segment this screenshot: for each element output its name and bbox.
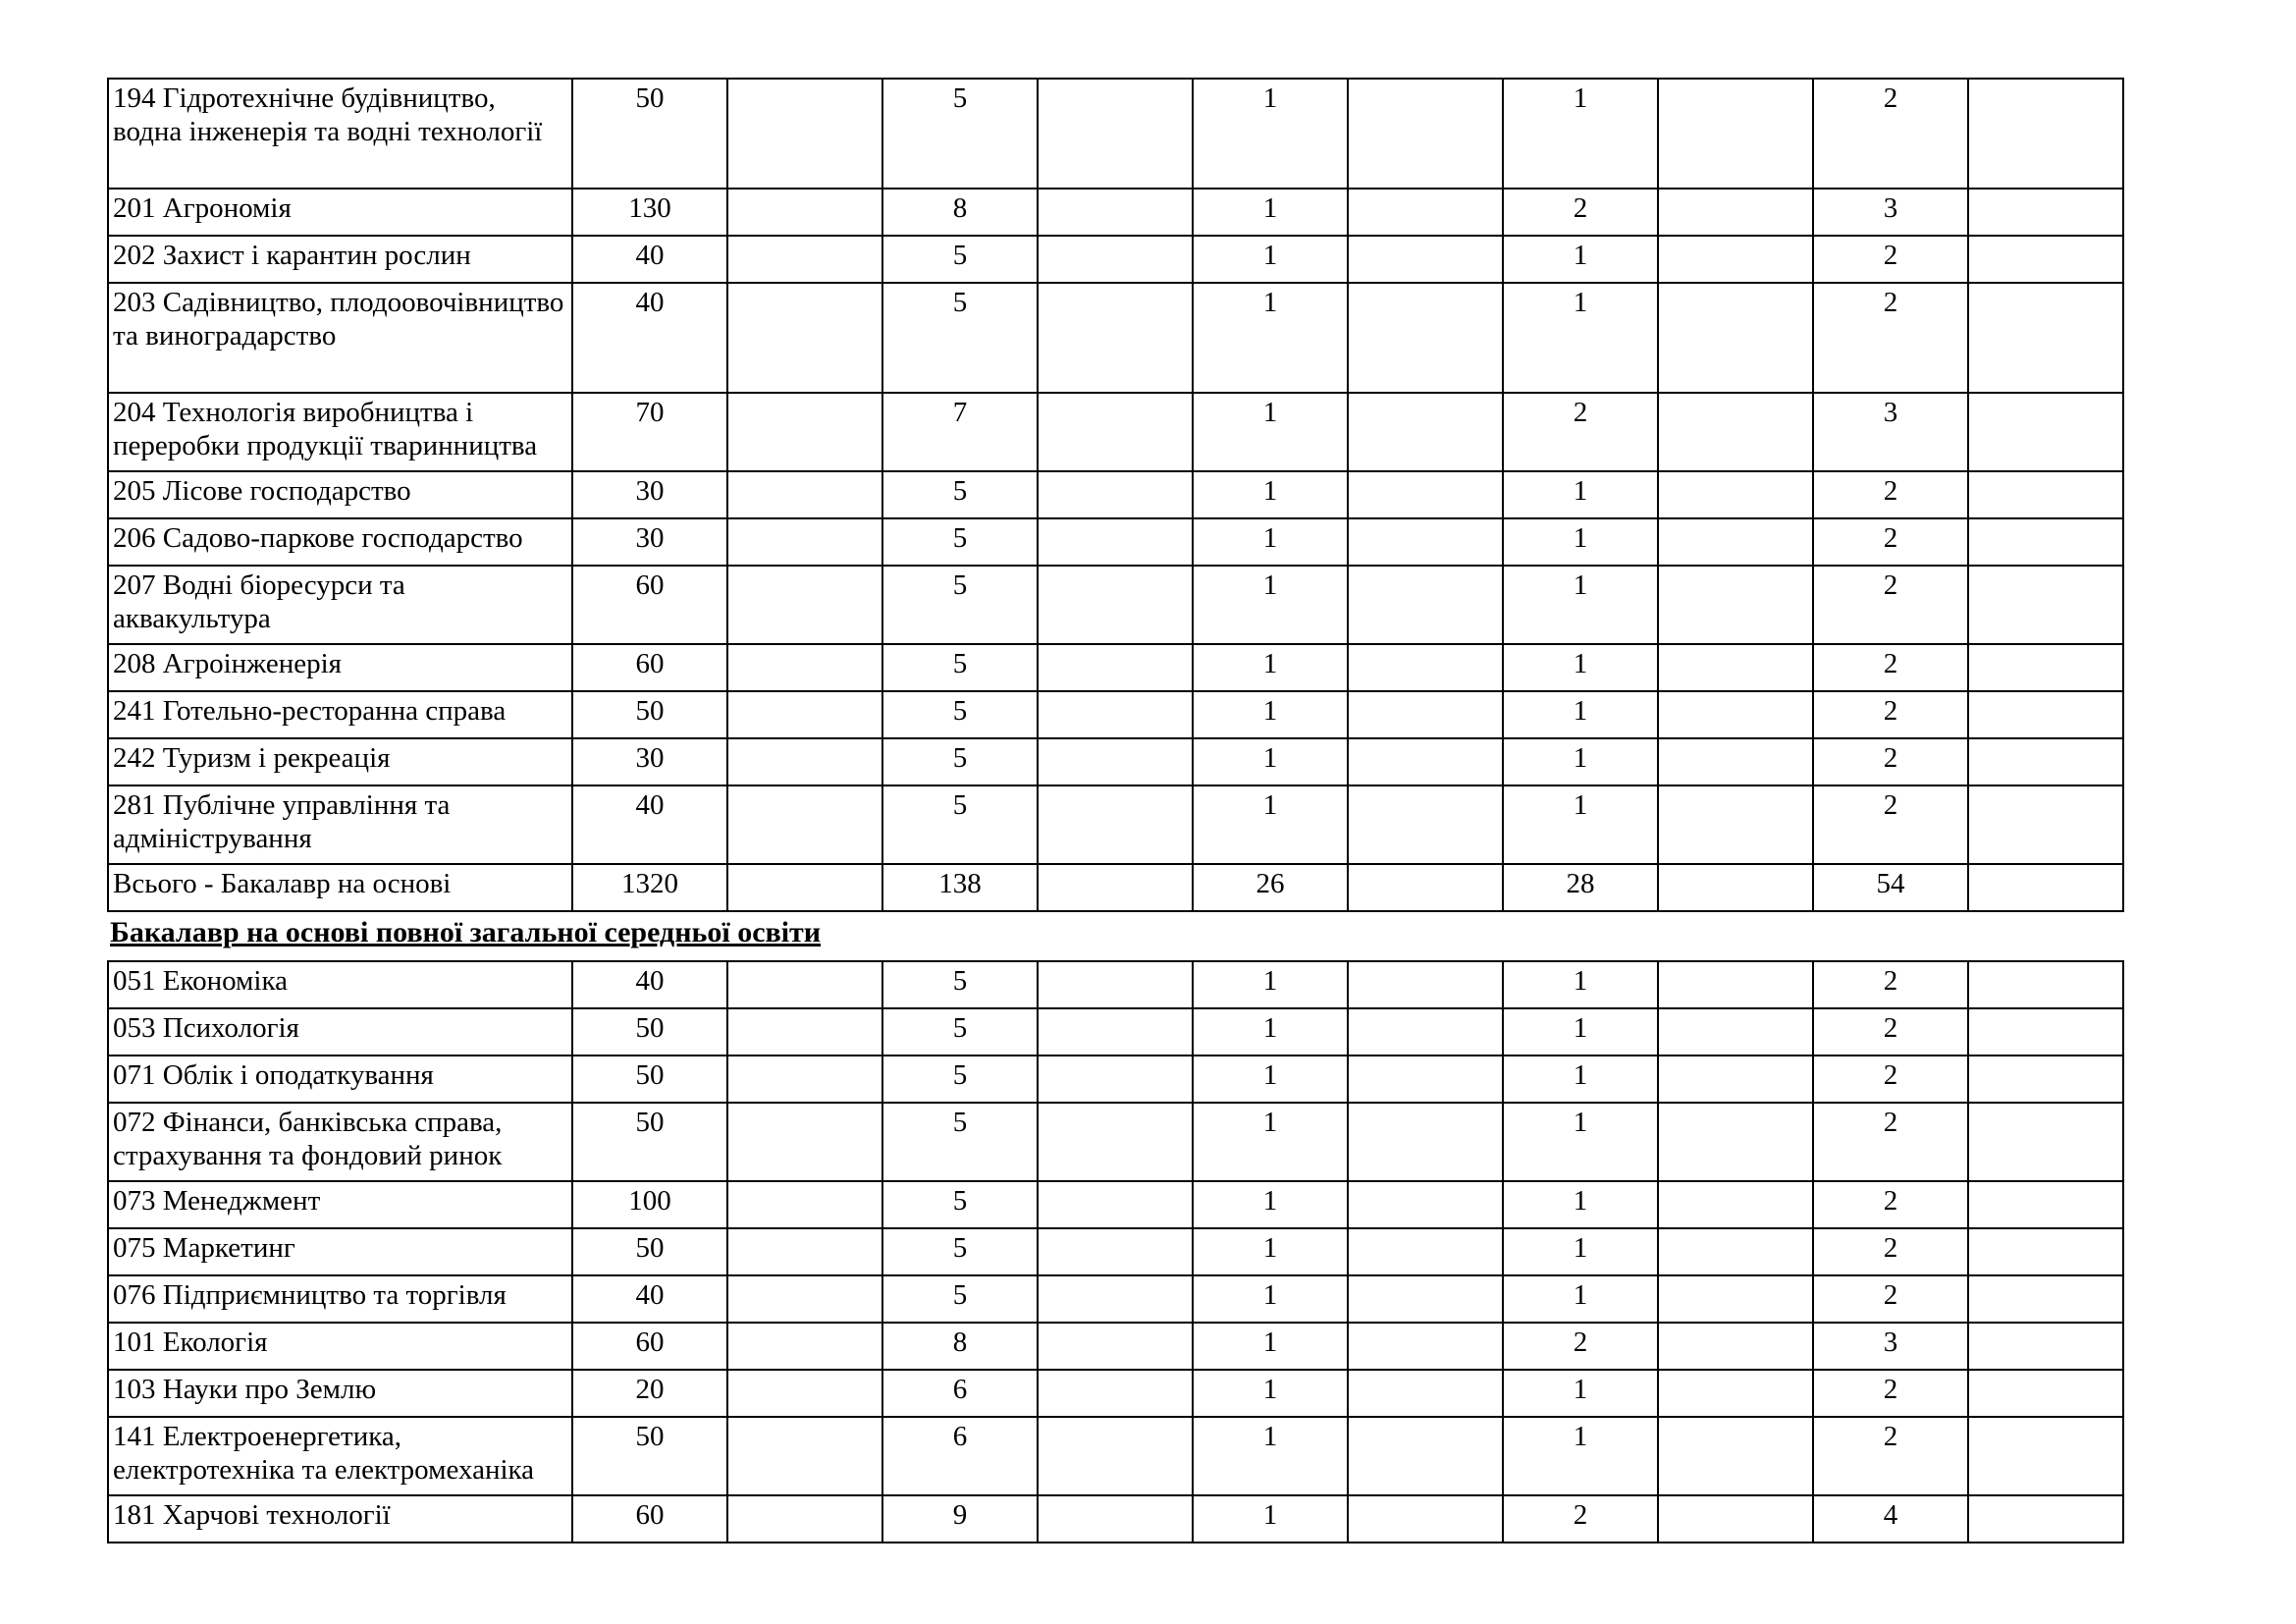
- empty-cell: [727, 1056, 882, 1103]
- cell-value: 3: [1813, 189, 1968, 236]
- empty-cell: [1658, 1008, 1813, 1056]
- empty-cell: [1348, 1370, 1503, 1417]
- empty-cell: [1348, 566, 1503, 644]
- cell-value: 7: [882, 393, 1038, 471]
- cell-value: 50: [572, 1417, 727, 1495]
- empty-cell: [727, 691, 882, 738]
- cell-value: 1: [1503, 1228, 1658, 1275]
- empty-cell: [727, 1417, 882, 1495]
- cell-value: 1: [1503, 1417, 1658, 1495]
- cell-value: 5: [882, 691, 1038, 738]
- table-row: [108, 189, 2123, 236]
- cell-value: 8: [882, 189, 1038, 236]
- specialty-name: 103 Науки про Землю: [108, 1370, 572, 1417]
- empty-cell: [1968, 1275, 2123, 1323]
- empty-cell: [1038, 1228, 1193, 1275]
- table-row: [108, 518, 2123, 566]
- empty-cell: [1658, 236, 1813, 283]
- empty-cell: [1038, 864, 1193, 911]
- cell-value: 1: [1193, 1181, 1348, 1228]
- cell-value: 50: [572, 1103, 727, 1181]
- cell-value: 1: [1503, 566, 1658, 644]
- empty-cell: [1348, 1323, 1503, 1370]
- empty-cell: [1658, 961, 1813, 1008]
- empty-cell: [1038, 1008, 1193, 1056]
- cell-value: 1: [1193, 1323, 1348, 1370]
- empty-cell: [727, 393, 882, 471]
- empty-cell: [1658, 1323, 1813, 1370]
- empty-cell: [1968, 283, 2123, 393]
- empty-cell: [727, 471, 882, 518]
- cell-value: 2: [1813, 1103, 1968, 1181]
- cell-value: 1: [1193, 566, 1348, 644]
- cell-value: 30: [572, 471, 727, 518]
- cell-value: 1: [1503, 79, 1658, 189]
- empty-cell: [727, 961, 882, 1008]
- empty-cell: [1348, 1495, 1503, 1543]
- empty-cell: [1968, 1056, 2123, 1103]
- cell-value: 50: [572, 1056, 727, 1103]
- cell-value: 1: [1193, 79, 1348, 189]
- empty-cell: [1348, 691, 1503, 738]
- cell-value: 2: [1813, 785, 1968, 864]
- table-row: [108, 644, 2123, 691]
- cell-value: 1: [1193, 471, 1348, 518]
- total-label: Всього - Бакалавр на основі: [108, 864, 572, 911]
- cell-value: 2: [1813, 691, 1968, 738]
- cell-value: 100: [572, 1181, 727, 1228]
- cell-value: 50: [572, 691, 727, 738]
- empty-cell: [1348, 961, 1503, 1008]
- empty-cell: [1968, 738, 2123, 785]
- empty-cell: [727, 283, 882, 393]
- cell-value: 2: [1813, 1008, 1968, 1056]
- empty-cell: [727, 79, 882, 189]
- table-row: [108, 1056, 2123, 1103]
- total-value: 138: [882, 864, 1038, 911]
- empty-cell: [1038, 79, 1193, 189]
- empty-cell: [1658, 79, 1813, 189]
- empty-cell: [1348, 1228, 1503, 1275]
- empty-cell: [1968, 393, 2123, 471]
- empty-cell: [1038, 1417, 1193, 1495]
- cell-value: 6: [882, 1370, 1038, 1417]
- cell-value: 2: [1813, 1228, 1968, 1275]
- specialty-name: 053 Психологія: [108, 1008, 572, 1056]
- table-row: [108, 961, 2123, 1008]
- empty-cell: [1348, 518, 1503, 566]
- empty-cell: [1968, 471, 2123, 518]
- empty-cell: [1658, 566, 1813, 644]
- specialty-name: 141 Електроенергетика, електротехніка та електромеханіка: [108, 1417, 572, 1495]
- cell-value: 1: [1193, 518, 1348, 566]
- empty-cell: [1348, 236, 1503, 283]
- cell-value: 130: [572, 189, 727, 236]
- specialty-name: 205 Лісове господарство: [108, 471, 572, 518]
- cell-value: 1: [1503, 961, 1658, 1008]
- cell-value: 2: [1813, 471, 1968, 518]
- cell-value: 1: [1193, 1370, 1348, 1417]
- cell-value: 1: [1193, 738, 1348, 785]
- empty-cell: [727, 1323, 882, 1370]
- table-row: [108, 1228, 2123, 1275]
- total-value: 54: [1813, 864, 1968, 911]
- empty-cell: [1658, 393, 1813, 471]
- empty-cell: [1658, 1056, 1813, 1103]
- empty-cell: [1348, 1275, 1503, 1323]
- cell-value: 2: [1503, 1495, 1658, 1543]
- cell-value: 60: [572, 1495, 727, 1543]
- empty-cell: [1968, 864, 2123, 911]
- cell-value: 5: [882, 566, 1038, 644]
- empty-cell: [1968, 236, 2123, 283]
- cell-value: 1: [1193, 1103, 1348, 1181]
- empty-cell: [1038, 1103, 1193, 1181]
- cell-value: 2: [1813, 518, 1968, 566]
- specialty-name: 101 Екологія: [108, 1323, 572, 1370]
- table-row: [108, 471, 2123, 518]
- empty-cell: [1038, 189, 1193, 236]
- cell-value: 6: [882, 1417, 1038, 1495]
- empty-cell: [1968, 1495, 2123, 1543]
- table-row: [108, 1008, 2123, 1056]
- empty-cell: [1658, 864, 1813, 911]
- table-row: [108, 1370, 2123, 1417]
- cell-value: 2: [1813, 283, 1968, 393]
- cell-value: 5: [882, 1056, 1038, 1103]
- specialty-name: 071 Облік і оподаткування: [108, 1056, 572, 1103]
- table-row: [108, 566, 2123, 644]
- empty-cell: [1348, 644, 1503, 691]
- cell-value: 1: [1503, 283, 1658, 393]
- table-row: [108, 283, 2123, 393]
- cell-value: 8: [882, 1323, 1038, 1370]
- cell-value: 1: [1193, 393, 1348, 471]
- table-row: [108, 691, 2123, 738]
- empty-cell: [1038, 1323, 1193, 1370]
- cell-value: 40: [572, 1275, 727, 1323]
- empty-cell: [727, 1228, 882, 1275]
- empty-cell: [727, 785, 882, 864]
- cell-value: 1: [1503, 1370, 1658, 1417]
- cell-value: 1: [1503, 738, 1658, 785]
- empty-cell: [1658, 644, 1813, 691]
- empty-cell: [1658, 1181, 1813, 1228]
- cell-value: 1: [1503, 785, 1658, 864]
- specialty-name: 075 Маркетинг: [108, 1228, 572, 1275]
- empty-cell: [1038, 691, 1193, 738]
- specialty-name: 076 Підприємництво та торгівля: [108, 1275, 572, 1323]
- empty-cell: [1658, 1370, 1813, 1417]
- cell-value: 5: [882, 1275, 1038, 1323]
- empty-cell: [1348, 1181, 1503, 1228]
- cell-value: 50: [572, 79, 727, 189]
- cell-value: 2: [1813, 1275, 1968, 1323]
- specialty-name: 073 Менеджмент: [108, 1181, 572, 1228]
- empty-cell: [1348, 189, 1503, 236]
- cell-value: 1: [1193, 691, 1348, 738]
- empty-cell: [1348, 1056, 1503, 1103]
- empty-cell: [1968, 1181, 2123, 1228]
- cell-value: 2: [1813, 1370, 1968, 1417]
- empty-cell: [1658, 283, 1813, 393]
- cell-value: 20: [572, 1370, 727, 1417]
- cell-value: 2: [1813, 1056, 1968, 1103]
- table-row: [108, 393, 2123, 471]
- cell-value: 1: [1503, 1008, 1658, 1056]
- empty-cell: [1968, 1323, 2123, 1370]
- empty-cell: [1038, 738, 1193, 785]
- empty-cell: [1968, 189, 2123, 236]
- empty-cell: [1038, 393, 1193, 471]
- empty-cell: [1968, 691, 2123, 738]
- cell-value: 1: [1193, 1417, 1348, 1495]
- cell-value: 2: [1503, 393, 1658, 471]
- cell-value: 1: [1193, 1056, 1348, 1103]
- cell-value: 60: [572, 566, 727, 644]
- empty-cell: [727, 189, 882, 236]
- specialty-name: 194 Гідротехнічне будівництво, водна інженерія та водні технології: [108, 79, 572, 189]
- cell-value: 5: [882, 471, 1038, 518]
- cell-value: 5: [882, 283, 1038, 393]
- cell-value: 1: [1503, 691, 1658, 738]
- cell-value: 5: [882, 236, 1038, 283]
- total-value: 26: [1193, 864, 1348, 911]
- cell-value: 2: [1813, 236, 1968, 283]
- cell-value: 3: [1813, 393, 1968, 471]
- cell-value: 40: [572, 785, 727, 864]
- specialty-name: 281 Публічне управління та адміністрування: [108, 785, 572, 864]
- empty-cell: [1968, 1370, 2123, 1417]
- cell-value: 1: [1193, 1228, 1348, 1275]
- cell-value: 2: [1813, 79, 1968, 189]
- empty-cell: [1658, 738, 1813, 785]
- empty-cell: [727, 1181, 882, 1228]
- empty-cell: [1968, 644, 2123, 691]
- specialty-name: 242 Туризм і рекреація: [108, 738, 572, 785]
- table-row: [108, 738, 2123, 785]
- cell-value: 1: [1193, 189, 1348, 236]
- cell-value: 1: [1503, 236, 1658, 283]
- cell-value: 2: [1813, 644, 1968, 691]
- table-row: [108, 1275, 2123, 1323]
- empty-cell: [727, 1103, 882, 1181]
- cell-value: 1: [1193, 961, 1348, 1008]
- specialties-table-upper: [107, 78, 2124, 912]
- empty-cell: [1348, 79, 1503, 189]
- cell-value: 50: [572, 1008, 727, 1056]
- empty-cell: [1038, 236, 1193, 283]
- specialty-name: 072 Фінанси, банківська справа, страхування та фондовий ринок: [108, 1103, 572, 1181]
- cell-value: 4: [1813, 1495, 1968, 1543]
- table-row: [108, 1103, 2123, 1181]
- cell-value: 5: [882, 1103, 1038, 1181]
- empty-cell: [727, 1495, 882, 1543]
- empty-cell: [1968, 566, 2123, 644]
- cell-value: 70: [572, 393, 727, 471]
- empty-cell: [1968, 79, 2123, 189]
- cell-value: 1: [1503, 518, 1658, 566]
- empty-cell: [727, 1370, 882, 1417]
- cell-value: 1: [1503, 1103, 1658, 1181]
- empty-cell: [1348, 393, 1503, 471]
- empty-cell: [1968, 1103, 2123, 1181]
- specialty-name: 201 Агрономія: [108, 189, 572, 236]
- empty-cell: [727, 566, 882, 644]
- empty-cell: [1348, 864, 1503, 911]
- cell-value: 1: [1193, 1008, 1348, 1056]
- empty-cell: [1038, 1370, 1193, 1417]
- cell-value: 2: [1813, 1417, 1968, 1495]
- empty-cell: [1038, 1056, 1193, 1103]
- cell-value: 2: [1503, 1323, 1658, 1370]
- empty-cell: [1038, 644, 1193, 691]
- empty-cell: [1658, 691, 1813, 738]
- total-value: 28: [1503, 864, 1658, 911]
- empty-cell: [1968, 785, 2123, 864]
- cell-value: 5: [882, 79, 1038, 189]
- cell-value: 60: [572, 644, 727, 691]
- cell-value: 2: [1813, 738, 1968, 785]
- empty-cell: [727, 1275, 882, 1323]
- cell-value: 5: [882, 1008, 1038, 1056]
- specialty-name: 204 Технологія виробництва і переробки продукції тваринництва: [108, 393, 572, 471]
- empty-cell: [1038, 785, 1193, 864]
- table-row: [108, 1495, 2123, 1543]
- empty-cell: [1038, 566, 1193, 644]
- cell-value: 2: [1813, 961, 1968, 1008]
- empty-cell: [1348, 1008, 1503, 1056]
- empty-cell: [1038, 518, 1193, 566]
- cell-value: 5: [882, 961, 1038, 1008]
- empty-cell: [1348, 785, 1503, 864]
- cell-value: 5: [882, 1228, 1038, 1275]
- empty-cell: [1348, 471, 1503, 518]
- specialties-table-lower: [107, 960, 2124, 1543]
- table-row: [108, 1417, 2123, 1495]
- cell-value: 5: [882, 785, 1038, 864]
- specialty-name: 206 Садово-паркове господарство: [108, 518, 572, 566]
- cell-value: 5: [882, 738, 1038, 785]
- specialty-name: 241 Готельно-ресторанна справа: [108, 691, 572, 738]
- cell-value: 1: [1193, 785, 1348, 864]
- total-value: 1320: [572, 864, 727, 911]
- cell-value: 5: [882, 1181, 1038, 1228]
- empty-cell: [727, 236, 882, 283]
- section-heading: Бакалавр на основі повної загальної середньої освіти: [110, 916, 822, 948]
- empty-cell: [1038, 1181, 1193, 1228]
- specialty-name: 051 Економіка: [108, 961, 572, 1008]
- cell-value: 1: [1193, 283, 1348, 393]
- cell-value: 5: [882, 644, 1038, 691]
- table-row: [108, 79, 2123, 189]
- cell-value: 1: [1503, 471, 1658, 518]
- cell-value: 1: [1193, 1495, 1348, 1543]
- cell-value: 9: [882, 1495, 1038, 1543]
- cell-value: 1: [1503, 1275, 1658, 1323]
- cell-value: 1: [1193, 1275, 1348, 1323]
- empty-cell: [1658, 785, 1813, 864]
- specialty-name: 202 Захист і карантин рослин: [108, 236, 572, 283]
- empty-cell: [1348, 1417, 1503, 1495]
- empty-cell: [1658, 1103, 1813, 1181]
- cell-value: 40: [572, 236, 727, 283]
- cell-value: 3: [1813, 1323, 1968, 1370]
- specialty-name: 181 Харчові технології: [108, 1495, 572, 1543]
- empty-cell: [727, 1008, 882, 1056]
- empty-cell: [1658, 1228, 1813, 1275]
- empty-cell: [1658, 471, 1813, 518]
- empty-cell: [1038, 471, 1193, 518]
- table-row: [108, 785, 2123, 864]
- empty-cell: [1658, 189, 1813, 236]
- empty-cell: [1658, 518, 1813, 566]
- table-row: [108, 1181, 2123, 1228]
- cell-value: 1: [1503, 644, 1658, 691]
- empty-cell: [1658, 1495, 1813, 1543]
- empty-cell: [1968, 1228, 2123, 1275]
- empty-cell: [1968, 1417, 2123, 1495]
- cell-value: 30: [572, 518, 727, 566]
- empty-cell: [1038, 1275, 1193, 1323]
- empty-cell: [727, 518, 882, 566]
- empty-cell: [727, 738, 882, 785]
- cell-value: 60: [572, 1323, 727, 1370]
- specialty-name: 203 Садівництво, плодоовочівництво та виноградарство: [108, 283, 572, 393]
- empty-cell: [727, 864, 882, 911]
- table-row: [108, 1323, 2123, 1370]
- empty-cell: [727, 644, 882, 691]
- empty-cell: [1038, 1495, 1193, 1543]
- empty-cell: [1348, 283, 1503, 393]
- empty-cell: [1658, 1417, 1813, 1495]
- empty-cell: [1348, 1103, 1503, 1181]
- empty-cell: [1968, 961, 2123, 1008]
- cell-value: 30: [572, 738, 727, 785]
- empty-cell: [1348, 738, 1503, 785]
- cell-value: 2: [1813, 1181, 1968, 1228]
- cell-value: 1: [1503, 1181, 1658, 1228]
- empty-cell: [1038, 961, 1193, 1008]
- empty-cell: [1968, 518, 2123, 566]
- cell-value: 2: [1503, 189, 1658, 236]
- cell-value: 2: [1813, 566, 1968, 644]
- total-row: [108, 864, 2123, 911]
- cell-value: 1: [1193, 644, 1348, 691]
- cell-value: 50: [572, 1228, 727, 1275]
- specialty-name: 208 Агроінженерія: [108, 644, 572, 691]
- cell-value: 1: [1193, 236, 1348, 283]
- empty-cell: [1658, 1275, 1813, 1323]
- table-row: [108, 236, 2123, 283]
- cell-value: 40: [572, 283, 727, 393]
- empty-cell: [1968, 1008, 2123, 1056]
- cell-value: 5: [882, 518, 1038, 566]
- empty-cell: [1038, 283, 1193, 393]
- specialty-name: 207 Водні біоресурси та аквакультура: [108, 566, 572, 644]
- cell-value: 40: [572, 961, 727, 1008]
- cell-value: 1: [1503, 1056, 1658, 1103]
